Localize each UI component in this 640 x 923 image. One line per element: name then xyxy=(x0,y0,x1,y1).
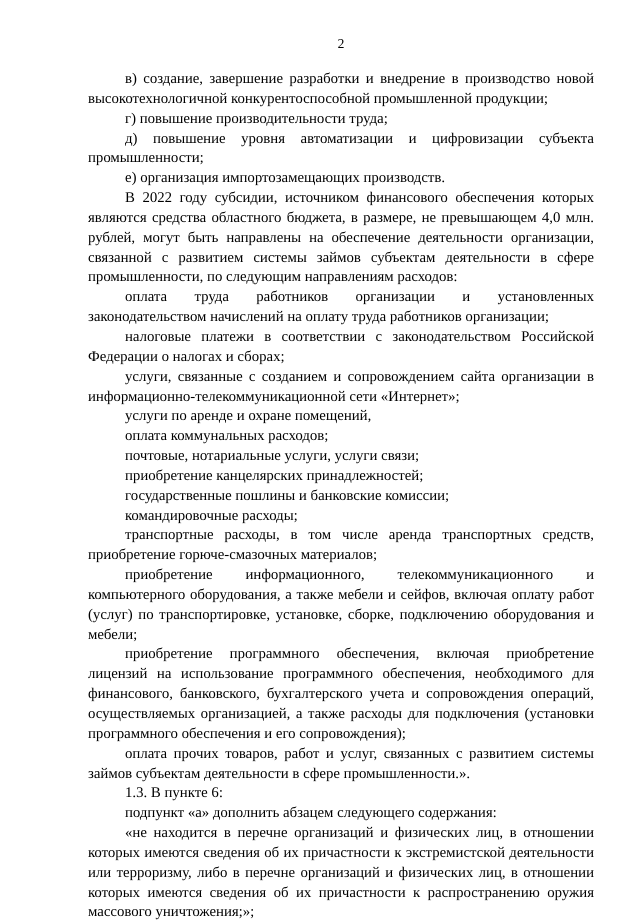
expense-item-fees: государственные пошлины и банковские комиссии; xyxy=(125,487,450,504)
paragraph-item-v: в) создание, завершение разработки и внедрение в производство новой высокотехнологичной конкурентоспособной промышленной продукции; xyxy=(88,71,594,107)
expense-item-other: оплата прочих товаров, работ и услуг, связанных с развитием системы займов субъектам деятельности в сфере промышленности.». xyxy=(88,745,594,782)
expense-item-equipment: приобретение информационного, телекоммуникационного и компьютерного оборудования, а также мебели и сейфов, включая оплату работ (услуг) по транспортировке, установке, сборке, подключению оборудования и мебели; xyxy=(88,567,594,643)
paragraph-item-e: е) организация импортозамещающих производств. xyxy=(125,170,446,187)
expense-item-transport: транспортные расходы, в том числе аренда транспортных средств, приобретение горюче-смазочных материалов; xyxy=(88,527,594,564)
expense-item-stationery: приобретение канцелярских принадлежностей; xyxy=(125,467,424,484)
expense-item-travel: командировочные расходы; xyxy=(125,507,298,524)
paragraph-item-g: г) повышение производительности труда; xyxy=(125,110,388,127)
page-number: 2 xyxy=(337,36,345,51)
expense-item-utilities: оплата коммунальных расходов; xyxy=(125,428,329,445)
expense-item-software: приобретение программного обеспечения, включая приобретение лицензий на использование программного обеспечения, необходимого для финансового, банковского, бухгалтерского учета и сопровождения операций, осуществляемых организацией, а также расходы для подключения (установки программного обеспечения и его сопровождения); xyxy=(88,646,594,742)
expense-item-rent: услуги по аренде и охране помещений, xyxy=(125,408,372,425)
expense-item-taxes: налоговые платежи в соответствии с законодательством Российской Федерации о налогах и сборах; xyxy=(88,328,594,365)
paragraph-item-d: д) повышение уровня автоматизации и цифровизации субъекта промышленности; xyxy=(88,130,594,167)
paragraph-subsidy-2022: В 2022 году субсидии, источником финансового обеспечения которых являются средства областного бюджета, в размере, не превышающем 4,0 млн. рублей, могут быть направлены на обеспечение деятельности организации, связанной с развитием системы займов субъектам деятельности в сфере промышленности, по следующим направлениям расходов: xyxy=(88,190,594,286)
clause-1-3: 1.3. В пункте 6: xyxy=(125,785,223,802)
document-body xyxy=(88,70,594,923)
expense-item-labor: оплата труда работников организации и установленных законодательством начислений на оплату труда работников организации; xyxy=(88,289,594,326)
expense-item-postal: почтовые, нотариальные услуги, услуги связи; xyxy=(125,448,420,465)
subclause-a-intro: подпункт «а» дополнить абзацем следующего содержания: xyxy=(125,805,497,822)
expense-item-website: услуги, связанные с созданием и сопровождением сайта организации в информационно-телекоммуникационной сети «Интернет»; xyxy=(88,368,594,405)
subclause-a-text: «не находится в перечне организаций и физических лиц, в отношении которых имеются сведения об их причастности к экстремистской деятельности или терроризму, либо в перечне организаций и физических лиц, в отношении которых имеются сведения об их причастности к распространению оружия массового уничтожения;»; xyxy=(88,825,594,921)
